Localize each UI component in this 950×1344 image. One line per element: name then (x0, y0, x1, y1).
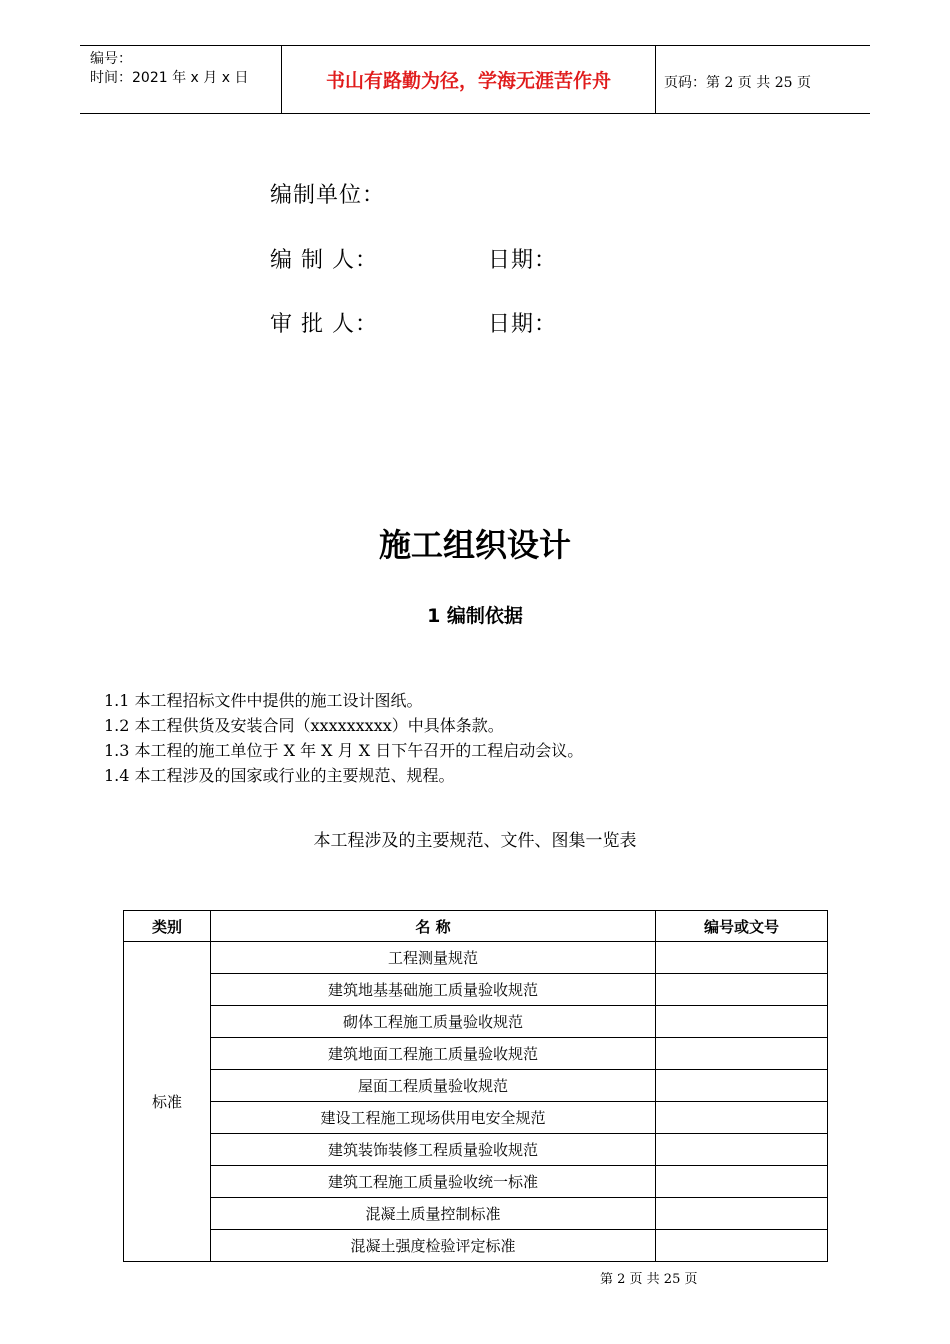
table-row (124, 1102, 828, 1134)
code-cell (656, 1166, 828, 1198)
code-cell (656, 974, 828, 1006)
table-row (124, 1134, 828, 1166)
name-cell: 建筑地面工程施工质量验收规范 (211, 1038, 656, 1070)
header-motto: 书山有路勤为径，学海无涯苦作舟 (325, 70, 611, 92)
document-title: 施工组织设计 (378, 526, 571, 564)
list-item: 1.3 本工程的施工单位于 X 年 X 月 X 日下午召开的工程启动会议。 (104, 741, 584, 760)
name-cell: 建设工程施工现场供用电安全规范 (211, 1102, 656, 1134)
name-cell: 屋面工程质量验收规范 (211, 1070, 656, 1102)
standards-table (123, 910, 828, 1262)
compiler-date-label: 日期： (488, 248, 558, 273)
code-cell (656, 1070, 828, 1102)
header-name: 名 称 (211, 911, 656, 942)
name-cell: 砌体工程施工质量验收规范 (211, 1006, 656, 1038)
table-row (124, 942, 828, 974)
table-caption: 本工程涉及的主要规范、文件、图集一览表 (313, 831, 637, 851)
approver-label: 审 批 人： (270, 312, 378, 337)
approver-date-label: 日期： (488, 312, 558, 337)
name-cell: 建筑装饰装修工程质量验收规范 (211, 1134, 656, 1166)
code-cell (656, 1006, 828, 1038)
section-heading: 1 编制依据 (427, 605, 523, 627)
header-top-rule (80, 45, 870, 46)
code-cell (656, 942, 828, 974)
header-code: 编号或文号 (656, 911, 828, 942)
code-cell (656, 1134, 828, 1166)
table-header-row (124, 911, 828, 942)
page-footer: 第 2 页 共 25 页 (600, 1272, 698, 1287)
table-row (124, 1070, 828, 1102)
table-row (124, 1038, 828, 1070)
compiling-unit-label: 编制单位： (270, 183, 386, 208)
compiler-label: 编 制 人： (270, 248, 378, 273)
header-meta (90, 50, 248, 88)
code-cell (656, 1230, 828, 1262)
doc-number-label: 编号： (90, 51, 132, 67)
code-cell (656, 1198, 828, 1230)
category-cell: 标准 (124, 942, 211, 1262)
list-item: 1.2 本工程供货及安装合同（xxxxxxxxx）中具体条款。 (104, 716, 504, 735)
list-item: 1.4 本工程涉及的国家或行业的主要规范、规程。 (104, 766, 455, 785)
header-page-number: 页码：第 2 页 共 25 页 (664, 75, 811, 91)
table-row (124, 974, 828, 1006)
table-row (124, 1166, 828, 1198)
header-bottom-rule (80, 113, 870, 114)
name-cell: 混凝土质量控制标准 (211, 1198, 656, 1230)
header-category: 类别 (124, 911, 211, 942)
name-cell: 建筑地基基础施工质量验收规范 (211, 974, 656, 1006)
name-cell: 工程测量规范 (211, 942, 656, 974)
basis-list (104, 688, 583, 788)
list-item: 1.1 本工程招标文件中提供的施工设计图纸。 (104, 691, 423, 710)
header-divider-right (655, 45, 656, 113)
name-cell: 混凝土强度检验评定标准 (211, 1230, 656, 1262)
doc-time: 时间：2021 年 x 月 x 日 (90, 70, 249, 86)
code-cell (656, 1102, 828, 1134)
table-row (124, 1198, 828, 1230)
table-row (124, 1230, 828, 1262)
table-row (124, 1006, 828, 1038)
name-cell: 建筑工程施工质量验收统一标准 (211, 1166, 656, 1198)
code-cell (656, 1038, 828, 1070)
